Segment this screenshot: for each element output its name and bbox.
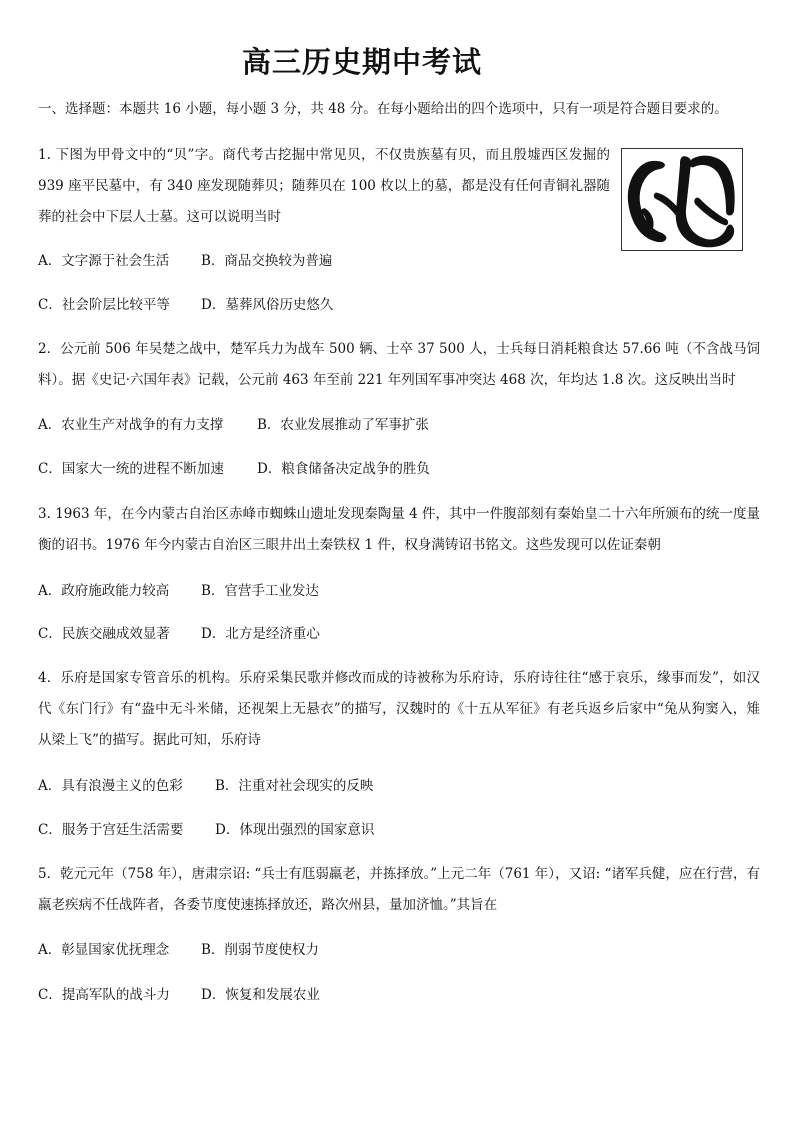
oracle-bone-bei-character-image <box>621 148 743 251</box>
question-2-options-row-1 <box>38 415 429 435</box>
bei-glyph-icon <box>622 149 742 250</box>
question-4-options-row-2 <box>38 820 374 840</box>
option-d[interactable]: D．体现出强烈的国家意识 <box>215 822 375 838</box>
option-a[interactable]: A．政府施政能力较高 <box>38 583 170 599</box>
question-3-options-row-1 <box>38 581 319 601</box>
option-a[interactable]: A．文字源于社会生活 <box>38 253 170 269</box>
question-5-options-row-2 <box>38 985 320 1005</box>
option-d[interactable]: D．墓葬风俗历史悠久 <box>201 297 334 313</box>
option-c[interactable]: C．民族交融成效显著 <box>38 626 170 642</box>
exam-title: 高三历史期中考试 <box>241 45 482 79</box>
question-5-stem: 5．乾元元年（758 年），唐肃宗诏: “兵士有尫弱羸老，并拣择放。”上元二年（761 年），又诏: “诸军兵健，应在行营，有羸老疾病不任战阵者，各委节度使速拣择放还，路次州县，量加济恤。”其旨在 <box>38 866 760 913</box>
question-2-options-row-2 <box>38 459 430 479</box>
option-c[interactable]: C．社会阶层比较平等 <box>38 297 170 313</box>
option-a[interactable]: A．农业生产对战争的有力支撑 <box>38 417 224 433</box>
question-4-stem: 4．乐府是国家专管音乐的机构。乐府采集民歌并修改而成的诗被称为乐府诗，乐府诗往往“感于哀乐，缘事而发”，如汉代《东门行》有“盎中无斗米储，还视架上无悬衣”的描写，汉魏时的《十五从军征》有老兵返乡后家中“兔从狗窦入，雉从梁上飞”的描写。据此可知，乐府诗 <box>38 670 760 748</box>
question-5-options-row-1 <box>38 940 319 960</box>
question-1-options-row-2 <box>38 295 333 315</box>
question-2-stem: 2．公元前 506 年吴楚之战中，楚军兵力为战车 500 辆、士卒 37 500 人，士兵每日消耗粮食达 57.66 吨（不含战马饲料）。据《史记·六国年表》记载，公元前 463 年至前 221 年列国军事冲突达 468 次，年均达 1.8 次。这反映出当时 <box>38 341 760 388</box>
option-b[interactable]: B．注重对社会现实的反映 <box>215 778 374 794</box>
question-3-stem: 3. 1963 年，在今内蒙古自治区赤峰市蜘蛛山遗址发现秦陶量 4 件，其中一件腹部刻有秦始皇二十六年所颁布的统一度量衡的诏书。1976 年今内蒙古自治区三眼井出土秦铁权 1 件，权身满铸诏书铭文。这些发现可以佐证秦朝 <box>38 506 760 553</box>
option-c[interactable]: C．服务于宫廷生活需要 <box>38 822 184 838</box>
option-a[interactable]: A．彰显国家优抚理念 <box>38 942 170 958</box>
option-c[interactable]: C．提高军队的战斗力 <box>38 987 170 1003</box>
option-d[interactable]: D．北方是经济重心 <box>201 626 320 642</box>
question-1-options-row-1 <box>38 251 332 271</box>
option-d[interactable]: D．粮食储备决定战争的胜负 <box>257 461 430 477</box>
question-1-stem: 1. 下图为甲骨文中的“贝”字。商代考古挖掘中常见贝，不仅贵族墓有贝，而且殷墟西区发掘的 939 座平民墓中，有 340 座发现随葬贝；随葬贝在 100 枚以上的墓，都是没有任何青铜礼器随葬的社会中下层人士墓。这可以说明当时 <box>38 147 610 225</box>
option-b[interactable]: B．官营手工业发达 <box>201 583 319 599</box>
option-b[interactable]: B．农业发展推动了军事扩张 <box>257 417 429 433</box>
option-b[interactable]: B．商品交换较为普遍 <box>201 253 333 269</box>
section-instruction: 一、选择题：本题共 16 小题，每小题 3 分，共 48 分。在每小题给出的四个选项中，只有一项是符合题目要求的。 <box>38 101 728 117</box>
question-3-options-row-2 <box>38 624 320 644</box>
option-a[interactable]: A．具有浪漫主义的色彩 <box>38 778 183 794</box>
option-d[interactable]: D．恢复和发展农业 <box>201 987 320 1003</box>
option-b[interactable]: B．削弱节度使权力 <box>201 942 319 958</box>
question-4-options-row-1 <box>38 776 373 796</box>
option-c[interactable]: C．国家大一统的进程不断加速 <box>38 461 224 477</box>
